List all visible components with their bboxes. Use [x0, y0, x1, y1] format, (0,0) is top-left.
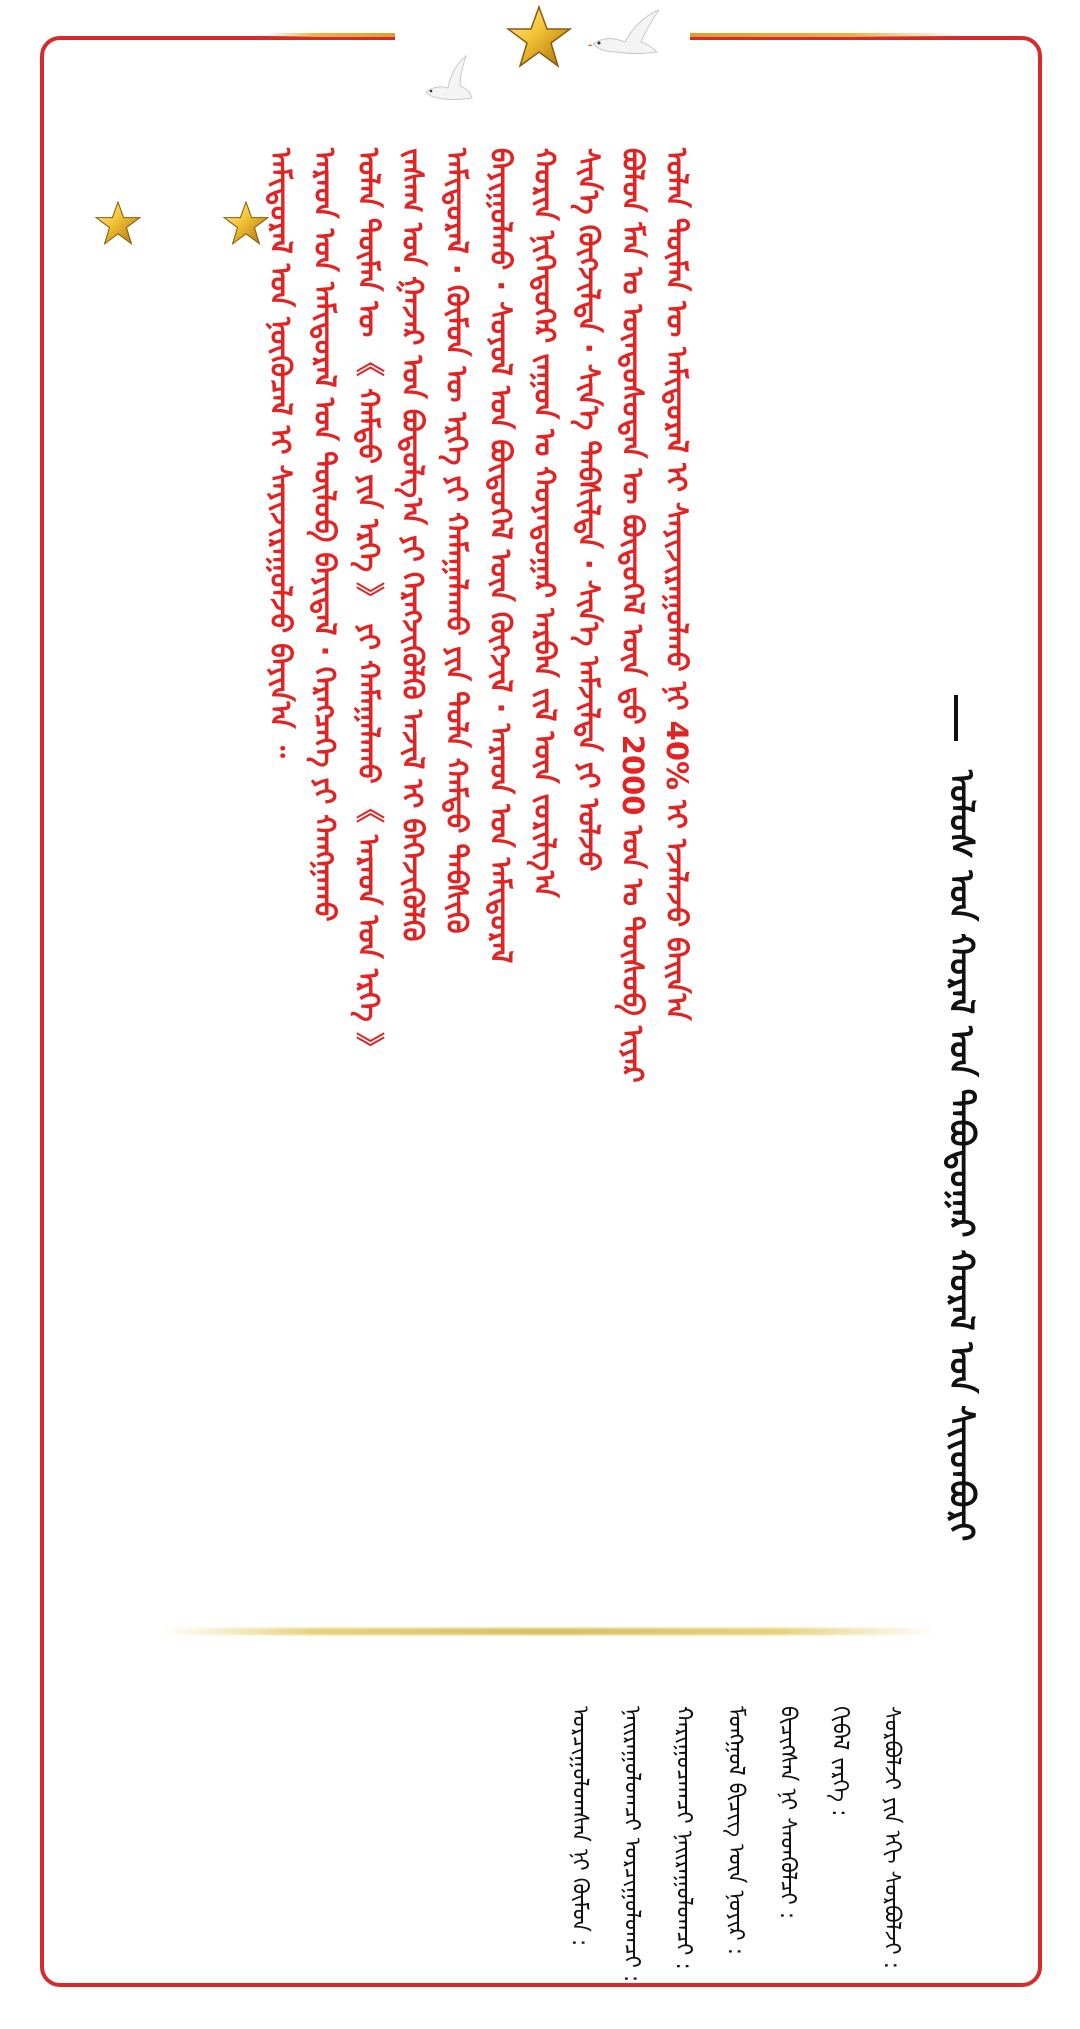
- gold-star-icon: [222, 200, 270, 248]
- body-column: ᠪᠤᠯᠤᠨ ᠮᠠᠨ ᠤ ᠦᠨᠳᠦᠰᠦᠲᠡᠨ ᠦ ᠪᠦᠲᠦᠭᠡᠯ ᠦᠨ ᠳ᠋ᠤ 2000 ᠣᠨ ᠤ ᠲᠥᠰᠦᠪ ᠢᠶᠠᠷ: [616, 148, 650, 1083]
- gold-star-icon: [505, 4, 573, 72]
- page-title: ᠤᠯᠤᠰ ᠤᠨ ᠬᠤᠷᠠᠯ ᠤᠨ ᠲᠠᠪᠤᠳᠤᠭᠠᠷ ᠬᠤᠷᠠᠯ ᠤᠨ ᠰᠢᠢᠳᠪᠦᠷᠢ: [941, 770, 981, 1542]
- body-column: ᠰᠢᠨ᠎ᠡ ᠬᠥᠭᠵᠢᠯᠲᠡ · ᠰᠢᠨ᠎ᠡ ᠳᠡᠪᠰᠢᠯᠲᠡ · ᠰᠢᠨ᠎ᠡ ᠠᠮᠵᠢᠯᠲᠠ ᠶᠢ ᠣᠯᠵᠤ: [572, 148, 606, 872]
- body-column: ᠬᠣᠷᠢᠨ ᠨᠢᠭᠡᠳᠦᠭᠡᠷ ᠵᠠᠭᠤᠨ ᠤ ᠬᠣᠶᠠᠳᠤᠭᠠᠷ ᠠᠷᠪᠠᠨ ᠵᠢᠯ ᠦᠨ ᠵᠣᠷᠢᠯᠭ᠎ᠠ: [528, 148, 562, 898]
- caption-column: ᠬᠢᠪᠡᠯ ᠵᠡᠷᠭᠡ :: [827, 1706, 852, 1817]
- caption-column: ᠣᠷᠴᠢᠭᠤᠯᠤᠭᠰᠠᠨ ᠨᠢ ᠬᠦᠮᠦᠨ :: [567, 1706, 592, 1947]
- white-dove-icon: [585, 6, 665, 66]
- gold-star-icon: [94, 200, 142, 248]
- body-column: ᠵᠠᠰᠠᠭ ᠤᠨ ᠭᠠᠵᠠᠷ ᠤᠨ ᠪᠤᠳᠤᠯᠭ᠎ᠠ ᠶᠢ ᠬᠡᠷᠡᠭᠵᠢᠭᠦᠯᠬᠦ ᠠᠵᠢᠯ ᠢ ᠪᠡᠬᠡᠵᠢᠭᠦᠯᠬᠦ: [396, 148, 430, 942]
- body-column: ᠪᠠᠶᠢᠭᠤᠯᠬᠤ · ᠰᠣᠶᠤᠯ ᠤᠨ ᠪᠦᠲᠦᠭᠡᠯ ᠦᠨ ᠬᠥᠭᠵᠢᠯ · ᠠᠷᠠᠳ ᠤᠨ ᠠᠮᠢᠳᠤᠷᠠᠯ: [484, 148, 518, 964]
- body-column: ᠣᠯᠠᠨ ᠲᠥᠮᠡᠨ ᠦ ᠠᠮᠢᠳᠤᠷᠠᠯ ᠢ ᠰᠠᠶᠢᠵᠢᠷᠠᠭᠤᠯᠬᠤ ᠨᠢ 40% ᠢ ᠡᠵᠡᠯᠡᠵᠦ ᠪᠠᠢᠨ᠎ᠠ: [660, 148, 694, 1021]
- body-column: ᠣᠯᠠᠨ ᠲᠥᠮᠡᠨ ᠦ 《 ᠬᠠᠮᠲᠤ ᠶᠢᠨ ᠡᠷᠬᠡ 》 ᠶᠢ ᠬᠠᠮᠠᠭᠠᠯᠠᠬᠤ 《 ᠠᠷᠠᠳ ᠤᠨ ᠡᠷᠬᠡ 》: [352, 148, 386, 1062]
- body-column: ᠠᠮᠢᠳᠤᠷᠠᠯ ᠤᠨ ᠨᠥᠬᠦᠴᠡᠯ ᠢ ᠰᠠᠶᠢᠵᠢᠷᠠᠭᠤᠯᠵᠤ ᠪᠠᠶᠢᠨ᠎ᠠ ᠃: [264, 148, 298, 758]
- caption-column: ᠪᠢᠴᠢᠭᠰᠡᠨ ᠨᠢ ᠰᠡᠳᠬᠦᠯᠴᠢ :: [775, 1706, 800, 1920]
- gold-divider: [160, 1628, 936, 1635]
- caption-column: ᠮᠣᠩᠭ᠋ᠤᠯ ᠪᠢᠴᠢᠭ ᠦᠨ ᠨᠣᠶᠢᠷ :: [723, 1706, 748, 1956]
- caption-column: ᠰᠤᠷᠪᠤᠯᠵᠢ ᠶᠢᠨ ᠡᠬᠢ ᠰᠤᠷᠪᠤᠯᠵᠢ :: [879, 1706, 904, 1970]
- caption-column: ᠨᠠᠢᠷᠠᠭᠤᠯᠤᠭᠴᠢ ᠣᠷᠴᠢᠭᠤᠯᠤᠭᠴᠢ :: [619, 1706, 644, 1983]
- body-column: ᠠᠷᠠᠳ ᠤᠨ ᠠᠮᠢᠳᠤᠷᠠᠯ ᠤᠨ ᠲᠥᠯᠦᠪ ᠪᠠᠶᠢᠳᠠᠯ · ᠬᠡᠷᠡᠭᠴᠡᠭᠡ ᠶᠢ ᠬᠠᠩᠭ᠋ᠠᠬᠤ: [308, 148, 342, 922]
- white-dove-icon: [420, 52, 476, 106]
- title-dash: [954, 695, 958, 741]
- caption-column: ᠬᠠᠷᠢᠭᠤᠴᠠᠭᠴᠢ ᠨᠠᠢᠷᠠᠭᠤᠯᠤᠭᠴᠢ :: [671, 1706, 696, 1970]
- body-column: ᠠᠮᠢᠳᠤᠷᠠᠯ · ᠬᠦᠮᠦᠨ ᠦ ᠡᠷᠬᠡ ᠶᠢ ᠬᠠᠮᠠᠭᠠᠯᠠᠬᠤ ᠶᠢᠨ ᠲᠤᠯᠠ ᠬᠠᠮᠲᠤ ᠳᠡᠪᠰᠢᠬᠦ: [440, 148, 474, 934]
- gold-rule-right: [690, 33, 960, 37]
- gold-rule-left: [265, 33, 395, 37]
